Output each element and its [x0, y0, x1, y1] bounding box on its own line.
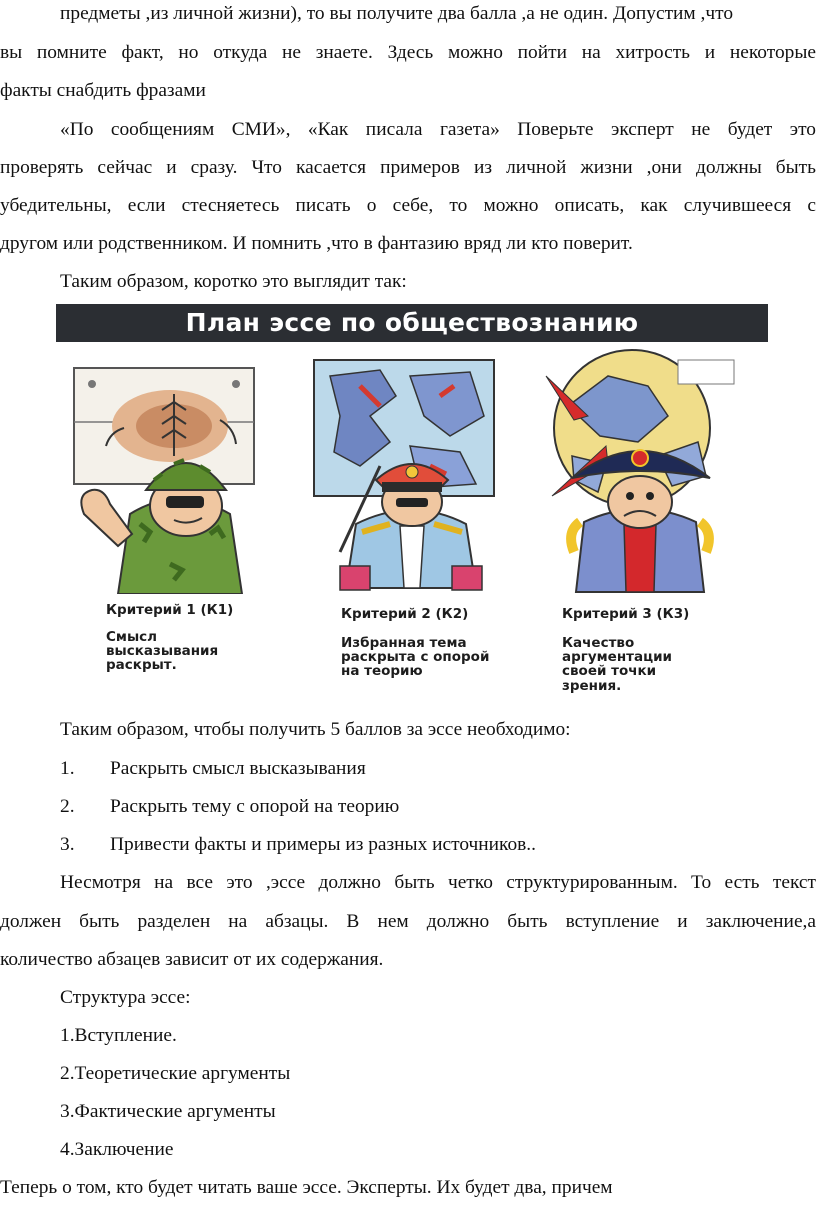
- criterion-2-label: Критерий 2 (К2): [341, 606, 469, 622]
- list-item: Раскрыть смысл высказывания: [110, 758, 366, 779]
- paragraph-line: Несмотря на все это ,эссе должно быть четко структурированным. То есть текст: [60, 872, 816, 893]
- list-number: 2.: [60, 796, 75, 817]
- structure-item: 2.Теоретические аргументы: [60, 1063, 291, 1084]
- infographic-banner: [56, 304, 768, 342]
- paragraph-line: «По сообщениям СМИ», «Как писала газета» Поверьте эксперт не будет это: [60, 119, 816, 140]
- intro-line: Таким образом, коротко это выглядит так:: [60, 271, 407, 292]
- paragraph-line: проверять сейчас и сразу. Что касается примеров из личной жизни ,они должны быть: [0, 157, 816, 178]
- criterion-2-description: Избранная тема раскрыта с опорой на теорию: [341, 635, 490, 680]
- criterion-3-label: Критерий 3 (К3): [562, 606, 690, 622]
- paragraph-line: вы помните факт, но откуда не знаете. Здесь можно пойти на хитрость и некоторые: [0, 42, 816, 63]
- closing-line: Теперь о том, кто будет читать ваше эссе. Эксперты. Их будет два, причем: [0, 1177, 613, 1198]
- paragraph-line: должен быть разделен на абзацы. В нем должно быть вступление и заключение,а: [0, 911, 816, 932]
- infographic-title: План эссе по обществознанию: [185, 308, 639, 337]
- structure-item: 4.Заключение: [60, 1139, 174, 1160]
- list-item: Привести факты и примеры из разных источников..: [110, 834, 536, 855]
- structure-heading: Структура эссе:: [60, 987, 191, 1008]
- criterion-1-label: Критерий 1 (К1): [106, 602, 234, 618]
- structure-item: 3.Фактические аргументы: [60, 1101, 276, 1122]
- paragraph-line: факты снабдить фразами: [0, 80, 206, 101]
- structure-item: 1.Вступление.: [60, 1025, 177, 1046]
- admiral-with-globe-illustration: [528, 346, 748, 596]
- criterion-1-description: Смысл высказывания раскрыт.: [106, 629, 219, 674]
- summary-line: Таким образом, чтобы получить 5 баллов за эссе необходимо:: [60, 719, 571, 740]
- list-number: 1.: [60, 758, 75, 779]
- list-number: 3.: [60, 834, 75, 855]
- paragraph-line: другом или родственником. И помнить ,что в фантазию вряд ли кто поверит.: [0, 233, 633, 254]
- paragraph-line: предметы ,из личной жизни), то вы получите два балла ,а не один. Допустим ,что: [60, 3, 734, 24]
- essay-plan-infographic: [56, 298, 768, 700]
- general-with-map-illustration: [300, 356, 520, 596]
- soldier-with-map-illustration: [70, 364, 280, 594]
- criterion-3-description: Качество аргументации своей точки зрения.: [562, 635, 673, 694]
- list-item: Раскрыть тему с опорой на теорию: [110, 796, 400, 817]
- paragraph-line: количество абзацев зависит от их содержания.: [0, 949, 384, 970]
- paragraph-line: убедительны, если стесняетесь писать о себе, то можно описать, как случившееся с: [0, 195, 816, 216]
